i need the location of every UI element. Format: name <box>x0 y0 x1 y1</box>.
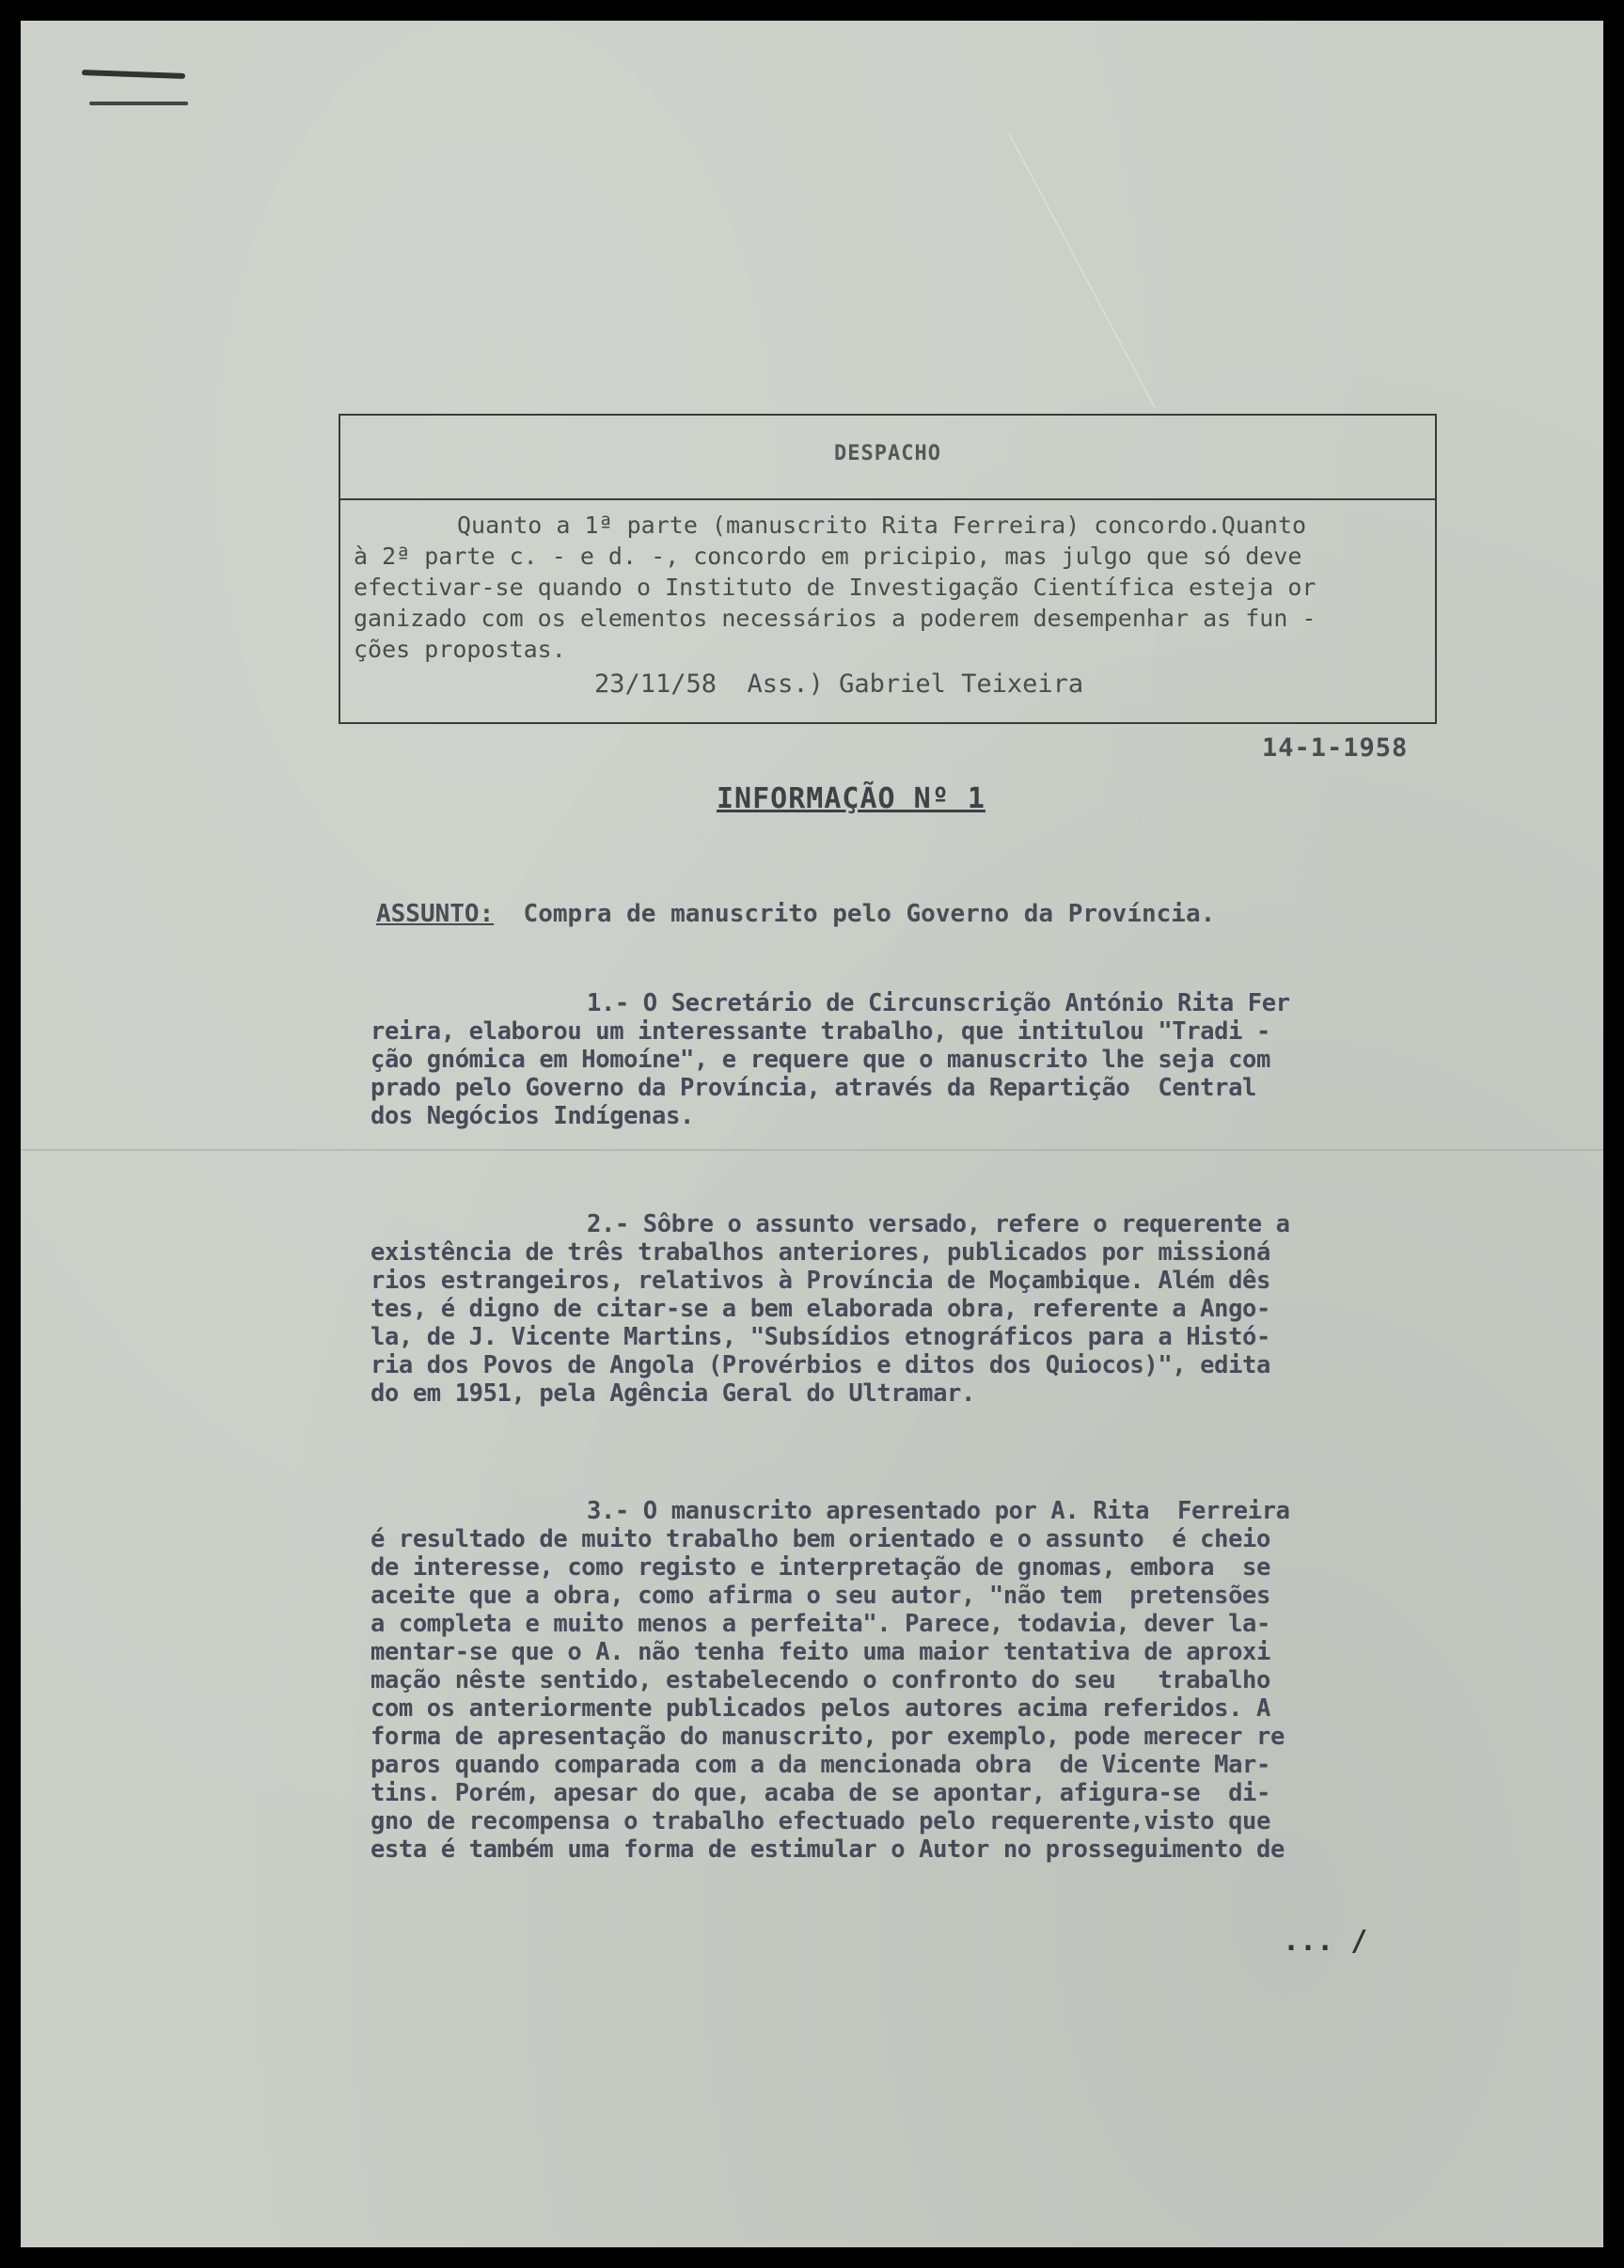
despacho-line: ções propostas. <box>354 636 566 663</box>
despacho-title: DESPACHO <box>834 442 941 465</box>
paragraph-line: com os anteriormente publicados pelos autores acima referidos. A <box>371 1694 1270 1723</box>
paragraph-line: tins. Porém, apesar do que, acaba de se apontar, afigura-se di- <box>371 1779 1270 1807</box>
subject-text: Compra de manuscrito pelo Governo da Província. <box>523 900 1216 928</box>
paragraph-line: 2.- Sôbre o assunto versado, refere o requerente a <box>587 1210 1290 1238</box>
paragraph-3 <box>371 1497 1416 1864</box>
paper-crease <box>1008 134 1156 408</box>
information-title: INFORMAÇÃO Nº 1 <box>717 782 985 815</box>
paragraph-line: gno de recompensa o trabalho efectuado pelo requerente,visto que <box>371 1807 1270 1835</box>
paragraph-line: a completa e muito menos a perfeita". Parece, todavia, dever la- <box>371 1610 1270 1638</box>
despacho-box <box>339 414 1437 724</box>
despacho-body <box>354 510 1426 665</box>
document-date: 14-1-1958 <box>1262 733 1409 763</box>
paper-fold <box>21 1149 1603 1151</box>
paragraph-line: forma de apresentação do manuscrito, por exemplo, pode merecer re <box>371 1723 1285 1751</box>
paragraph-line: reira, elaborou um interessante trabalho, que intitulou "Tradi - <box>371 1017 1270 1046</box>
paragraph-line: do em 1951, pela Agência Geral do Ultramar. <box>371 1379 975 1408</box>
paragraph-line: de interesse, como registo e interpretação de gnomas, embora se <box>371 1553 1270 1582</box>
paragraph-line: paros quando comparada com a da mencionada obra de Vicente Mar- <box>371 1751 1270 1779</box>
paragraph-line: ria dos Povos de Angola (Provérbios e ditos dos Quiocos)", edita <box>371 1351 1270 1379</box>
paragraph-line: existência de três trabalhos anteriores, publicados por missioná <box>371 1238 1270 1267</box>
paragraph-line: dos Negócios Indígenas. <box>371 1102 694 1130</box>
subject-label: ASSUNTO: <box>376 900 495 928</box>
ink-mark <box>82 68 195 113</box>
paragraph-line: prado pelo Governo da Província, através da Repartição Central <box>371 1074 1256 1102</box>
paragraph-line: 3.- O manuscrito apresentado por A. Rita Ferreira <box>587 1497 1290 1525</box>
paragraph-2 <box>371 1210 1416 1408</box>
paragraph-line: mação nêste sentido, estabelecendo o confronto do seu trabalho <box>371 1666 1270 1694</box>
document-page <box>21 21 1603 2247</box>
despacho-line: ganizado com os elementos necessários a poderem desempenhar as fun - <box>354 605 1317 632</box>
paragraph-1 <box>371 989 1416 1130</box>
paragraph-line: 1.- O Secretário de Circunscrição António Rita Fer <box>587 989 1290 1017</box>
despacho-header <box>340 416 1435 500</box>
paragraph-line: tes, é digno de citar-se a bem elaborada obra, referente a Ango- <box>371 1295 1270 1323</box>
paragraph-line: esta é também uma forma de estimular o Autor no prosseguimento de <box>371 1835 1285 1864</box>
paragraph-line: mentar-se que o A. não tenha feito uma maior tentativa de aproxi <box>371 1638 1270 1666</box>
paragraph-line: é resultado de muito trabalho bem orientado e o assunto é cheio <box>371 1525 1270 1553</box>
paragraph-line: la, de J. Vicente Martins, "Subsídios etnográficos para a Histó- <box>371 1323 1270 1351</box>
paragraph-line: aceite que a obra, como afirma o seu autor, "não tem pretensões <box>371 1582 1270 1610</box>
despacho-line: efectivar-se quando o Instituto de Investigação Científica esteja or <box>354 574 1317 601</box>
paragraph-line: rios estrangeiros, relativos à Província de Moçambique. Além dês <box>371 1267 1270 1295</box>
subject-line <box>376 900 1215 928</box>
despacho-line: Quanto a 1ª parte (manuscrito Rita Ferreira) concordo.Quanto <box>457 512 1307 539</box>
despacho-signature: 23/11/58 Ass.) Gabriel Teixeira <box>594 669 1084 699</box>
despacho-line: à 2ª parte c. - e d. -, concordo em pricipio, mas julgo que só deve <box>354 543 1302 570</box>
continuation-mark: ... / <box>1283 1925 1368 1958</box>
paragraph-line: ção gnómica em Homoíne", e requere que o manuscrito lhe seja com <box>371 1046 1270 1074</box>
